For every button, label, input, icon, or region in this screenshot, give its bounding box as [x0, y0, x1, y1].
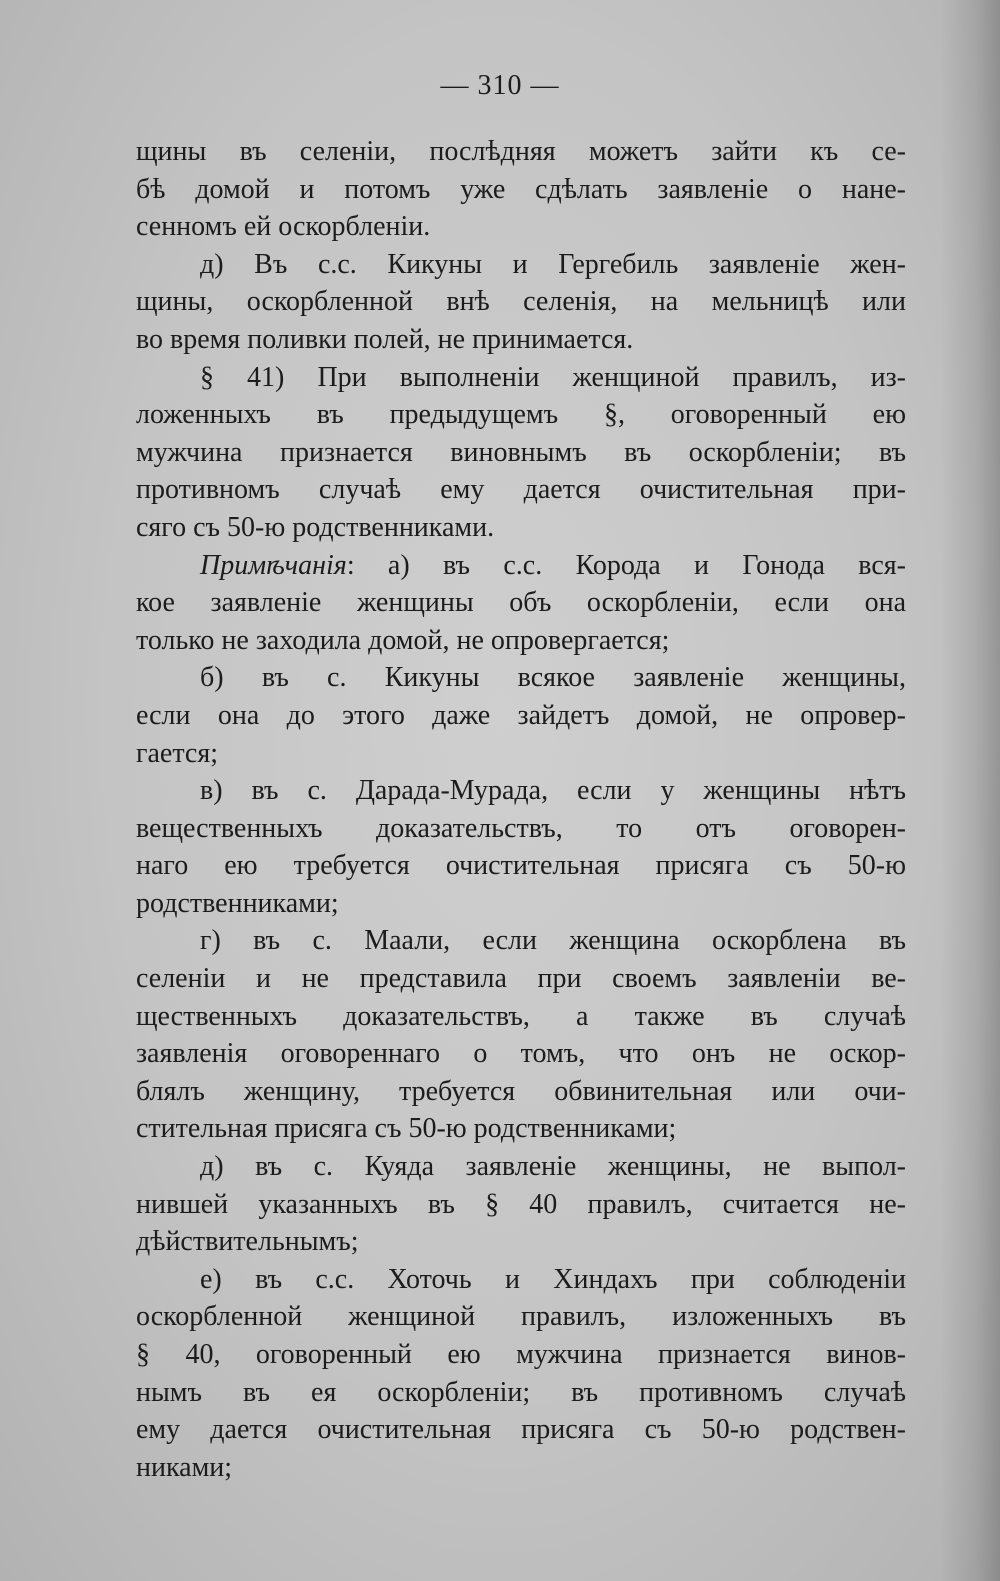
page-number: — 310 —	[440, 70, 560, 101]
text-line: во время поливки полей, не принимается.	[136, 323, 634, 355]
text-line: заявленія оговореннаго о томъ, что онъ не оскор-	[136, 1038, 906, 1070]
text-line: д) Въ с.с. Кикуны и Гергебиль заявленіе жен-	[200, 248, 906, 280]
text-line: родственниками;	[136, 887, 339, 919]
text-line: кое заявленіе женщины объ оскорбленіи, если она	[136, 587, 906, 619]
text-line: сенномъ ей оскорбленіи.	[136, 211, 431, 243]
text-line: гается;	[136, 737, 219, 769]
text-line: бѣ домой и потомъ уже сдѣлать заявленіе о нане-	[136, 173, 906, 205]
text-line: щественныхъ доказательствъ, а также въ случаѣ	[136, 1000, 906, 1032]
text-line: нымъ въ ея оскорбленіи; въ противномъ случаѣ	[136, 1376, 906, 1408]
text-line: селеніи и не представила при своемъ заявленіи ве-	[136, 963, 906, 995]
text-line: вещественныхъ доказательствъ, то отъ оговорен-	[136, 812, 906, 844]
text-line: оскорбленной женщиной правилъ, изложенныхъ въ	[136, 1301, 906, 1333]
page-text	[136, 133, 906, 1486]
text-line: щины въ селеніи, послѣдняя можетъ зайти къ се-	[136, 136, 906, 167]
text-line-rest: : а) въ с.с. Корода и Гонода вся-	[346, 549, 906, 581]
notes-heading-line	[136, 547, 906, 585]
text-line: щины, оскорбленной внѣ селенія, на мельницѣ или	[136, 286, 906, 318]
text-line: если она до этого даже зайдетъ домой, не опровер-	[136, 699, 906, 731]
text-line: только не заходила домой, не опровергается;	[136, 624, 670, 656]
text-line: е) въ с.с. Хоточь и Хиндахъ при соблюденіи	[200, 1263, 906, 1295]
text-line: мужчина признается виновнымъ въ оскорбленіи; въ	[136, 436, 906, 468]
text-line: наго ею требуется очистительная присяга съ 50-ю	[136, 850, 906, 882]
text-line: противномъ случаѣ ему дается очистительная при-	[136, 474, 906, 506]
text-line: б) въ с. Кикуны всякое заявленіе женщины,	[200, 662, 906, 694]
text-line: в) въ с. Дарада-Мурада, если у женщины нѣтъ	[200, 775, 906, 807]
text-line: нившей указанныхъ въ § 40 правилъ, считается не-	[136, 1188, 906, 1220]
text-line: д) въ с. Куяда заявленіе женщины, не выпол-	[200, 1151, 906, 1183]
text-line: г) въ с. Маали, если женщина оскорблена въ	[200, 925, 906, 957]
page-edge-shadow	[940, 0, 1000, 1581]
text-line: ему дается очистительная присяга съ 50-ю родствен-	[136, 1414, 906, 1446]
text-line: никами;	[136, 1451, 233, 1483]
text-line: дѣйствительнымъ;	[136, 1226, 359, 1258]
text-line: ложенныхъ въ предыдущемъ §, оговоренный ею	[136, 399, 906, 431]
text-line: стительная присяга съ 50-ю родственниками;	[136, 1113, 677, 1145]
text-line: сяго съ 50-ю родственниками.	[136, 511, 495, 543]
text-line: § 40, оговоренный ею мужчина признается винов-	[136, 1339, 906, 1370]
text-line: блялъ женщину, требуется обвинительная или очи-	[136, 1075, 906, 1107]
text-line: § 41) При выполненіи женщиной правилъ, из-	[200, 361, 906, 393]
notes-heading: Примѣчанія	[200, 549, 347, 581]
